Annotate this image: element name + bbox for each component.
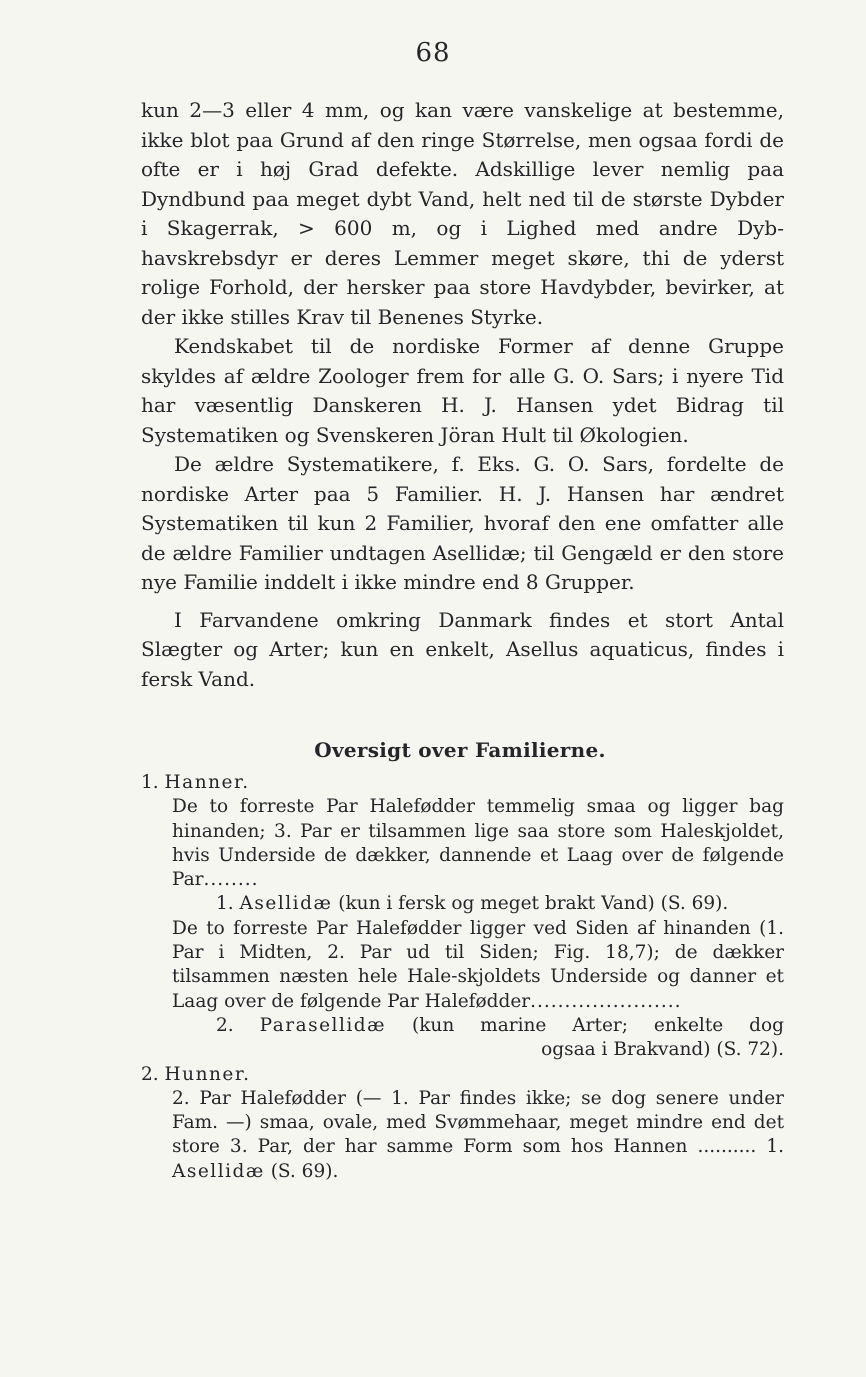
paragraph-4: I Farvandene omkring Danmark findes et stort Antal Slægter og Arter; kun en enkelt, Asellus aquaticus, findes i fersk Vand.: [141, 607, 784, 691]
key-description-text: De to forreste Par Halefødder temmelig smaa og ligger bag hinanden; 3. Par er tilsammen lige saa store som Haleskjoldet, hvis Underside de dækker, dannende et Laag over de følgende Par: [172, 796, 784, 891]
key-result-number: 1.: [216, 893, 234, 915]
key-result-page: (S. 69).: [270, 1160, 339, 1182]
key-group-females: [141, 1063, 784, 1087]
paragraph-2: Kendskabet til de nordiske Former af denne Gruppe skyldes af ældre Zoologer frem for alle G. O. Sars; i nyere Tid har væsentlig Danskeren H. J. Hansen ydet Bidrag til Systematiken og Svenskeren Jöran Hult til Økologien.: [141, 334, 784, 447]
section-heading: Oversigt over Familierne.: [314, 738, 606, 762]
key-result: [216, 1014, 784, 1038]
key-result-number: 1.: [766, 1136, 784, 1158]
key-group-number: 1.: [141, 772, 159, 793]
family-key: [141, 771, 784, 1184]
key-description-text: 2. Par Halefødder (— 1. Par findes ikke; se dog senere under Fam. —) smaa, ovale, med Svømmehaar, meget mindre end det store 3. Par, der har samme Form som hos Hannen: [172, 1087, 784, 1158]
key-result-note: (kun marine Arter; enkelte dog: [411, 1014, 784, 1036]
key-description: [172, 795, 784, 892]
key-result: [216, 892, 784, 916]
key-description-text: De to forreste Par Halefødder ligger ved Siden af hinanden (1. Par i Midten, 2. Par ud til Siden; Fig. 18,7); de dækker tilsammen næsten hele Hale-skjoldets Underside og danner et Laag over de følgende Par Halefødder: [172, 917, 784, 1012]
paragraph-1: kun 2—3 eller 4 mm, og kan være vanskelige at bestemme, ikke blot paa Grund af den ringe Størrelse, men ogsaa fordi de ofte er i høj Grad defekte. Adskillige lever nemlig paa Dyndbund paa meget dybt Vand, helt ned til de største Dybder i Skagerrak, > 600 m, og i Lighed med andre Dyb-havskrebsdyr er deres Lemmer meget skøre, thi de yderst rolige Forhold, der hersker paa store Havdybder, bevirker, at der ikke stilles Krav til Benenes Styrke.: [141, 98, 784, 329]
key-leader-dots: ......................: [530, 990, 682, 1012]
key-result-taxon: Parasellidæ: [259, 1014, 387, 1036]
key-description: [172, 1087, 784, 1184]
key-description: [172, 917, 784, 1014]
key-group-label: Hanner.: [164, 772, 250, 793]
key-result-number: 2.: [216, 1014, 234, 1036]
key-group-males: [141, 771, 784, 795]
key-result-taxon: Asellidæ: [239, 893, 333, 915]
key-result-taxon: Asellidæ: [172, 1160, 265, 1182]
page-number: 68: [415, 38, 451, 68]
key-group-number: 2.: [141, 1063, 159, 1085]
body-text: [141, 96, 784, 694]
key-leader-dots: ..........: [697, 1136, 757, 1158]
key-leader-dots: ........: [203, 869, 259, 891]
key-result-note: (kun i fersk og meget brakt Vand) (S. 69).: [338, 893, 729, 915]
key-group-label: Hunner.: [164, 1063, 251, 1085]
paragraph-3: De ældre Systematikere, f. Eks. G. O. Sars, fordelte de nordiske Arter paa 5 Familier. H. J. Hansen har ændret Systematiken til kun 2 Familier, hvoraf den ene omfatter alle de ældre Familier undtagen Asellidæ; til Gengæld er den store nye Familie inddelt i ikke mindre end 8 Grupper.: [141, 452, 784, 594]
key-result-continuation: ogsaa i Brakvand) (S. 72).: [541, 1039, 784, 1061]
